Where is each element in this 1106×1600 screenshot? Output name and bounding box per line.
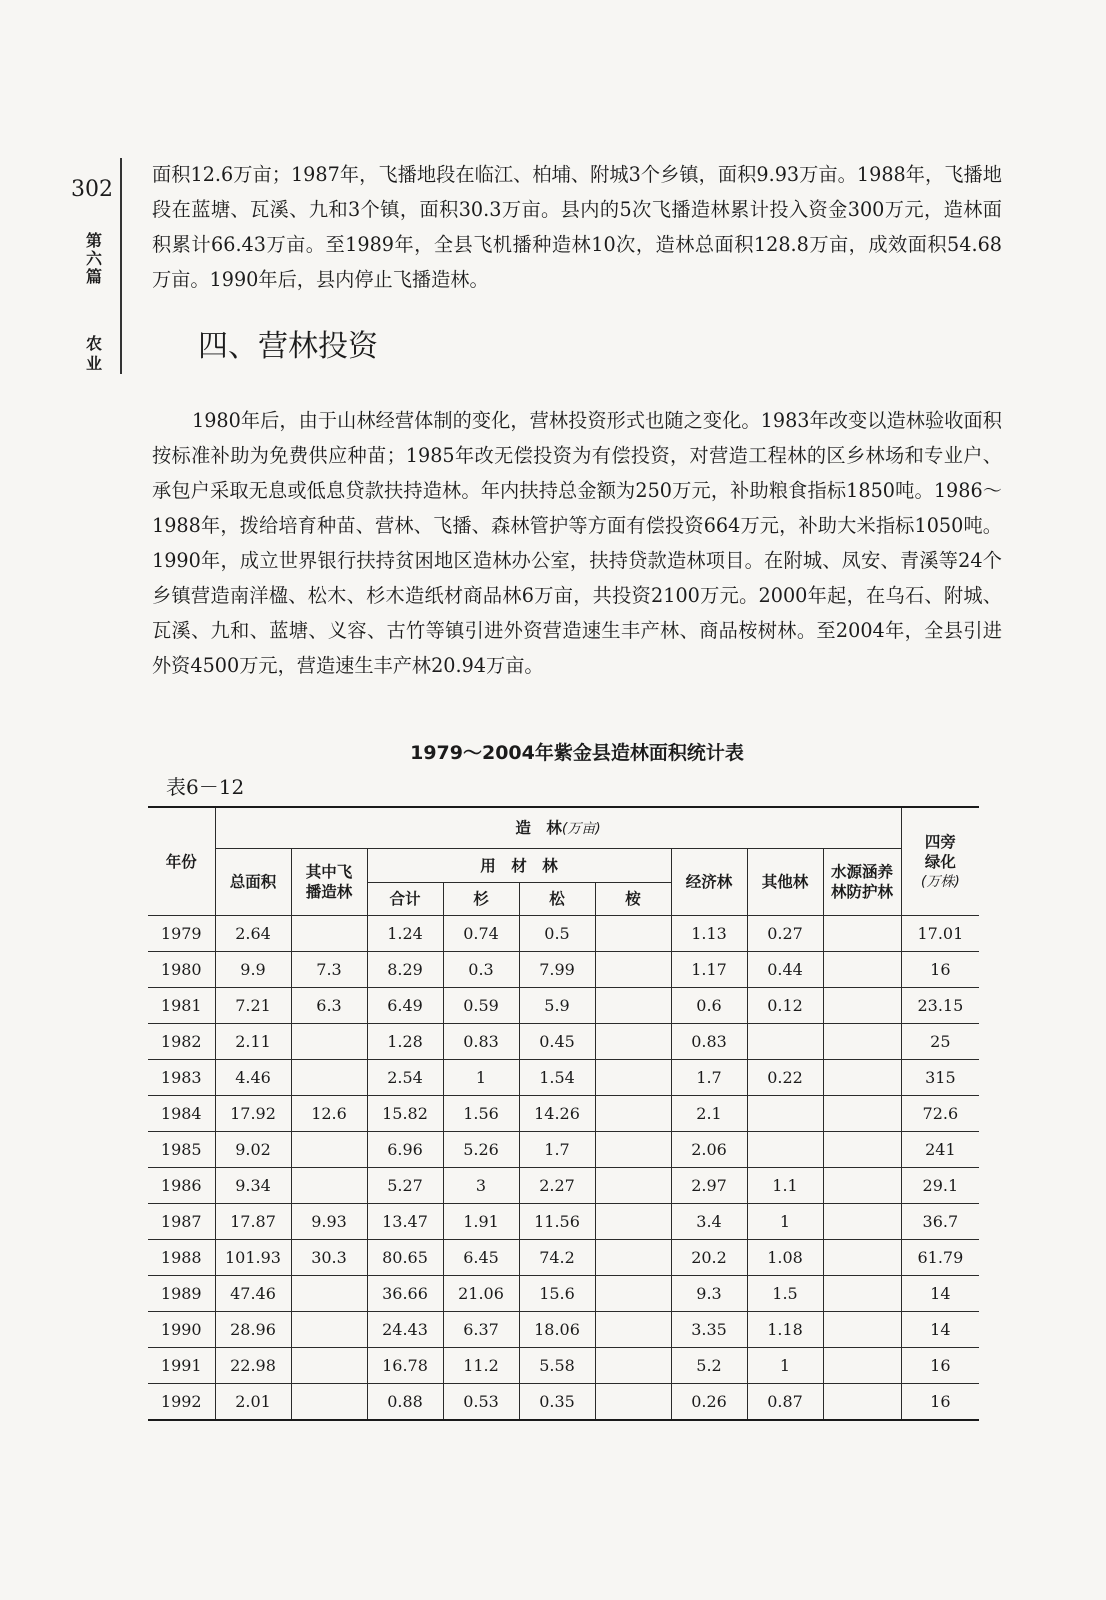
- table-cell: [823, 916, 901, 952]
- table-cell: 1981: [148, 988, 215, 1024]
- table-cell: 0.26: [671, 1384, 747, 1421]
- table-cell: 2.54: [367, 1060, 443, 1096]
- table-cell: 15.6: [519, 1276, 595, 1312]
- table-cell: [595, 1312, 671, 1348]
- table-cell: 5.2: [671, 1348, 747, 1384]
- table-cell: 241: [901, 1132, 979, 1168]
- table-cell: 2.01: [215, 1384, 291, 1421]
- table-cell: 1.13: [671, 916, 747, 952]
- table-cell: [291, 1168, 367, 1204]
- table-body: [148, 916, 979, 1421]
- header-other: 其他林: [747, 849, 823, 916]
- table-cell: 24.43: [367, 1312, 443, 1348]
- table-cell: 7.21: [215, 988, 291, 1024]
- table-title: 1979～2004年紫金县造林面积统计表: [410, 742, 744, 764]
- table-cell: 6.45: [443, 1240, 519, 1276]
- table-cell: 14: [901, 1276, 979, 1312]
- table-cell: 0.74: [443, 916, 519, 952]
- table-row: [148, 952, 979, 988]
- table-cell: 12.6: [291, 1096, 367, 1132]
- table-cell: 1987: [148, 1204, 215, 1240]
- chapter-char: 六: [85, 249, 102, 268]
- section-label: [84, 334, 104, 374]
- header-afforestation-unit: (万亩): [561, 820, 601, 837]
- table-cell: 1.28: [367, 1024, 443, 1060]
- table-cell: 72.6: [901, 1096, 979, 1132]
- table-cell: 1: [747, 1204, 823, 1240]
- header-greening-unit: (万株): [920, 873, 960, 890]
- table-cell: 2.64: [215, 916, 291, 952]
- table-cell: [291, 1024, 367, 1060]
- header-eucalyptus: 桉: [595, 883, 671, 916]
- table-cell: 1992: [148, 1384, 215, 1421]
- table-cell: [747, 1132, 823, 1168]
- table-cell: [291, 1384, 367, 1421]
- table-cell: [595, 1132, 671, 1168]
- chapter-char: 第: [85, 231, 102, 250]
- table-cell: 1988: [148, 1240, 215, 1276]
- table-cell: 6.3: [291, 988, 367, 1024]
- table-cell: 16.78: [367, 1348, 443, 1384]
- table-cell: 25: [901, 1024, 979, 1060]
- table-cell: 0.83: [671, 1024, 747, 1060]
- table-cell: 36.66: [367, 1276, 443, 1312]
- table-cell: 4.46: [215, 1060, 291, 1096]
- table-cell: 29.1: [901, 1168, 979, 1204]
- table-cell: [823, 1096, 901, 1132]
- table-cell: 20.2: [671, 1240, 747, 1276]
- table-cell: 2.27: [519, 1168, 595, 1204]
- table-cell: 21.06: [443, 1276, 519, 1312]
- header-subtotal: 合计: [367, 883, 443, 916]
- header-greening-line: 绿化: [924, 852, 956, 871]
- table-cell: 0.12: [747, 988, 823, 1024]
- table-cell: 17.92: [215, 1096, 291, 1132]
- table-cell: [595, 916, 671, 952]
- table-cell: 2.11: [215, 1024, 291, 1060]
- header-water-line: 水源涵养: [831, 863, 894, 881]
- table-cell: 0.27: [747, 916, 823, 952]
- header-total-area: 总面积: [215, 849, 291, 916]
- table-cell: 0.53: [443, 1384, 519, 1421]
- chapter-char: 篇: [85, 267, 102, 286]
- table-cell: 7.3: [291, 952, 367, 988]
- table-cell: 2.06: [671, 1132, 747, 1168]
- margin-divider: [120, 158, 122, 374]
- header-afforestation-label: 造 林: [515, 818, 562, 837]
- table-cell: [747, 1096, 823, 1132]
- header-timber: 用 材 林: [367, 849, 671, 883]
- table-cell: 0.22: [747, 1060, 823, 1096]
- table-cell: [595, 1384, 671, 1421]
- table-cell: 0.44: [747, 952, 823, 988]
- table-cell: 1989: [148, 1276, 215, 1312]
- table-cell: 2.1: [671, 1096, 747, 1132]
- table-cell: 9.9: [215, 952, 291, 988]
- table-cell: 0.87: [747, 1384, 823, 1421]
- table-cell: 9.34: [215, 1168, 291, 1204]
- table-cell: 1986: [148, 1168, 215, 1204]
- table-cell: [595, 1096, 671, 1132]
- table-cell: 0.5: [519, 916, 595, 952]
- table-cell: 1.08: [747, 1240, 823, 1276]
- table-cell: 1990: [148, 1312, 215, 1348]
- table-row: [148, 1024, 979, 1060]
- table-cell: [595, 952, 671, 988]
- table-cell: [823, 988, 901, 1024]
- table-cell: [595, 1060, 671, 1096]
- table-cell: [595, 988, 671, 1024]
- table-cell: 1.54: [519, 1060, 595, 1096]
- table-cell: 23.15: [901, 988, 979, 1024]
- page-number: 302: [71, 177, 113, 202]
- table-cell: 14: [901, 1312, 979, 1348]
- table-cell: 5.9: [519, 988, 595, 1024]
- section-heading: 四、营林投资: [198, 329, 378, 364]
- table-cell: 16: [901, 1348, 979, 1384]
- table-cell: [823, 1348, 901, 1384]
- header-pine: 松: [519, 883, 595, 916]
- table-cell: 1: [443, 1060, 519, 1096]
- paragraph-aerial-seeding: 面积12.6万亩；1987年，飞播地段在临江、柏埔、附城3个乡镇，面积9.93万亩。1988年，飞播地段在蓝塘、瓦溪、九和3个镇，面积30.3万亩。县内的5次飞播造林累计投入资金300万元，造林面积累计66.43万亩。至1989年，全县飞机播种造林10次，造林总面积128.8万亩，成效面积54.68万亩。1990年后，县内停止飞播造林。: [152, 163, 1002, 291]
- table-cell: 0.6: [671, 988, 747, 1024]
- header-water-line: 林防护林: [831, 883, 894, 901]
- table-cell: [291, 1132, 367, 1168]
- header-aerial-line: 其中飞: [305, 863, 353, 881]
- table-cell: 8.29: [367, 952, 443, 988]
- table-row: [148, 1276, 979, 1312]
- table-cell: [823, 1240, 901, 1276]
- chapter-label: [84, 232, 104, 286]
- section-char: 农: [85, 334, 102, 353]
- header-water-conservation: [823, 849, 901, 916]
- table-cell: [823, 1204, 901, 1240]
- table-cell: [291, 1348, 367, 1384]
- table-cell: 30.3: [291, 1240, 367, 1276]
- table-cell: [595, 1276, 671, 1312]
- header-greening-line: 四旁: [924, 832, 956, 851]
- table-cell: [291, 1276, 367, 1312]
- table-cell: 3.35: [671, 1312, 747, 1348]
- table-cell: 1.7: [671, 1060, 747, 1096]
- table-cell: [823, 1384, 901, 1421]
- table-row: [148, 1384, 979, 1421]
- header-aerial-line: 播造林: [305, 883, 353, 901]
- table-cell: 0.35: [519, 1384, 595, 1421]
- table-cell: 2.97: [671, 1168, 747, 1204]
- table-cell: 1.91: [443, 1204, 519, 1240]
- table-cell: 1.1: [747, 1168, 823, 1204]
- section-char: 业: [85, 354, 102, 373]
- table-cell: 6.37: [443, 1312, 519, 1348]
- table-cell: 1979: [148, 916, 215, 952]
- table-cell: 17.01: [901, 916, 979, 952]
- table-cell: 6.49: [367, 988, 443, 1024]
- table-cell: 1: [747, 1348, 823, 1384]
- paragraph-investment: 1980年后，由于山林经营体制的变化，营林投资形式也随之变化。1983年改变以造林验收面积按标准补助为免费供应种苗；1985年改无偿投资为有偿投资，对营造工程林的区乡林场和专业户、承包户采取无息或低息贷款扶持造林。年内扶持总金额为250万元，补助粮食指标1850吨。1986～1988年，拨给培育种苗、营林、飞播、森林管护等方面有偿投资664万元，补助大米指标1050吨。1990年，成立世界银行扶持贫困地区造林办公室，扶持贷款造林项目。在附城、凤安、青溪等24个乡镇营造南洋楹、松木、杉木造纸材商品林6万亩，共投资2100万元。2000年起，在乌石、附城、瓦溪、九和、蓝塘、义容、古竹等镇引进外资营造速生丰产林、商品桉树林。至2004年，全县引进外资4500万元，营造速生丰产林20.94万亩。: [152, 409, 1002, 677]
- table-cell: 0.59: [443, 988, 519, 1024]
- table-cell: 0.88: [367, 1384, 443, 1421]
- table-cell: 5.26: [443, 1132, 519, 1168]
- table-cell: [823, 1276, 901, 1312]
- header-economic: 经济林: [671, 849, 747, 916]
- table-cell: 1982: [148, 1024, 215, 1060]
- table-cell: 315: [901, 1060, 979, 1096]
- table-cell: 11.2: [443, 1348, 519, 1384]
- table-cell: [595, 1168, 671, 1204]
- table-row: [148, 1060, 979, 1096]
- table-cell: 15.82: [367, 1096, 443, 1132]
- table-row: [148, 1312, 979, 1348]
- header-greening: [901, 807, 979, 916]
- header-year: 年份: [148, 807, 215, 916]
- table-cell: 5.27: [367, 1168, 443, 1204]
- table-row: [148, 1168, 979, 1204]
- table-cell: 5.58: [519, 1348, 595, 1384]
- table-cell: [823, 1024, 901, 1060]
- table-cell: 1983: [148, 1060, 215, 1096]
- table-row: [148, 988, 979, 1024]
- table-row: [148, 1240, 979, 1276]
- table-cell: 17.87: [215, 1204, 291, 1240]
- header-fir: 杉: [443, 883, 519, 916]
- table-cell: 22.98: [215, 1348, 291, 1384]
- table-cell: 0.3: [443, 952, 519, 988]
- table-cell: 74.2: [519, 1240, 595, 1276]
- table-cell: 1.18: [747, 1312, 823, 1348]
- header-afforestation: [215, 807, 901, 849]
- table-cell: 47.46: [215, 1276, 291, 1312]
- table-cell: [595, 1348, 671, 1384]
- table-cell: [291, 1312, 367, 1348]
- table-cell: 6.96: [367, 1132, 443, 1168]
- table-cell: 1984: [148, 1096, 215, 1132]
- table-cell: 3: [443, 1168, 519, 1204]
- table-number: 表6－12: [166, 775, 245, 799]
- table-cell: [595, 1240, 671, 1276]
- table-cell: 9.93: [291, 1204, 367, 1240]
- table-cell: [823, 952, 901, 988]
- table-row: [148, 1348, 979, 1384]
- table-cell: 11.56: [519, 1204, 595, 1240]
- table-cell: 3.4: [671, 1204, 747, 1240]
- table-cell: [747, 1024, 823, 1060]
- table-cell: 13.47: [367, 1204, 443, 1240]
- table-cell: 1991: [148, 1348, 215, 1384]
- header-aerial: [291, 849, 367, 916]
- table-cell: 1985: [148, 1132, 215, 1168]
- afforestation-table: [148, 806, 979, 1421]
- table-cell: 61.79: [901, 1240, 979, 1276]
- table-row: [148, 1096, 979, 1132]
- table-cell: 16: [901, 1384, 979, 1421]
- table-cell: 28.96: [215, 1312, 291, 1348]
- table-cell: 9.3: [671, 1276, 747, 1312]
- table-cell: [823, 1132, 901, 1168]
- table-row: [148, 916, 979, 952]
- table-cell: [291, 916, 367, 952]
- table-cell: 36.7: [901, 1204, 979, 1240]
- table-cell: [823, 1312, 901, 1348]
- table-cell: 1.56: [443, 1096, 519, 1132]
- table-cell: 1980: [148, 952, 215, 988]
- table-row: [148, 1204, 979, 1240]
- table-cell: [595, 1024, 671, 1060]
- table-cell: 1.17: [671, 952, 747, 988]
- table-row: [148, 1132, 979, 1168]
- table-cell: 14.26: [519, 1096, 595, 1132]
- table-cell: [823, 1060, 901, 1096]
- table-cell: 9.02: [215, 1132, 291, 1168]
- table-cell: [291, 1060, 367, 1096]
- table-cell: 0.45: [519, 1024, 595, 1060]
- table-cell: 80.65: [367, 1240, 443, 1276]
- table-cell: 101.93: [215, 1240, 291, 1276]
- table-cell: 0.83: [443, 1024, 519, 1060]
- table-cell: 18.06: [519, 1312, 595, 1348]
- table-cell: [595, 1204, 671, 1240]
- table-cell: 7.99: [519, 952, 595, 988]
- table-cell: 16: [901, 952, 979, 988]
- table-cell: 1.7: [519, 1132, 595, 1168]
- table-cell: 1.5: [747, 1276, 823, 1312]
- table-cell: 1.24: [367, 916, 443, 952]
- table-cell: [823, 1168, 901, 1204]
